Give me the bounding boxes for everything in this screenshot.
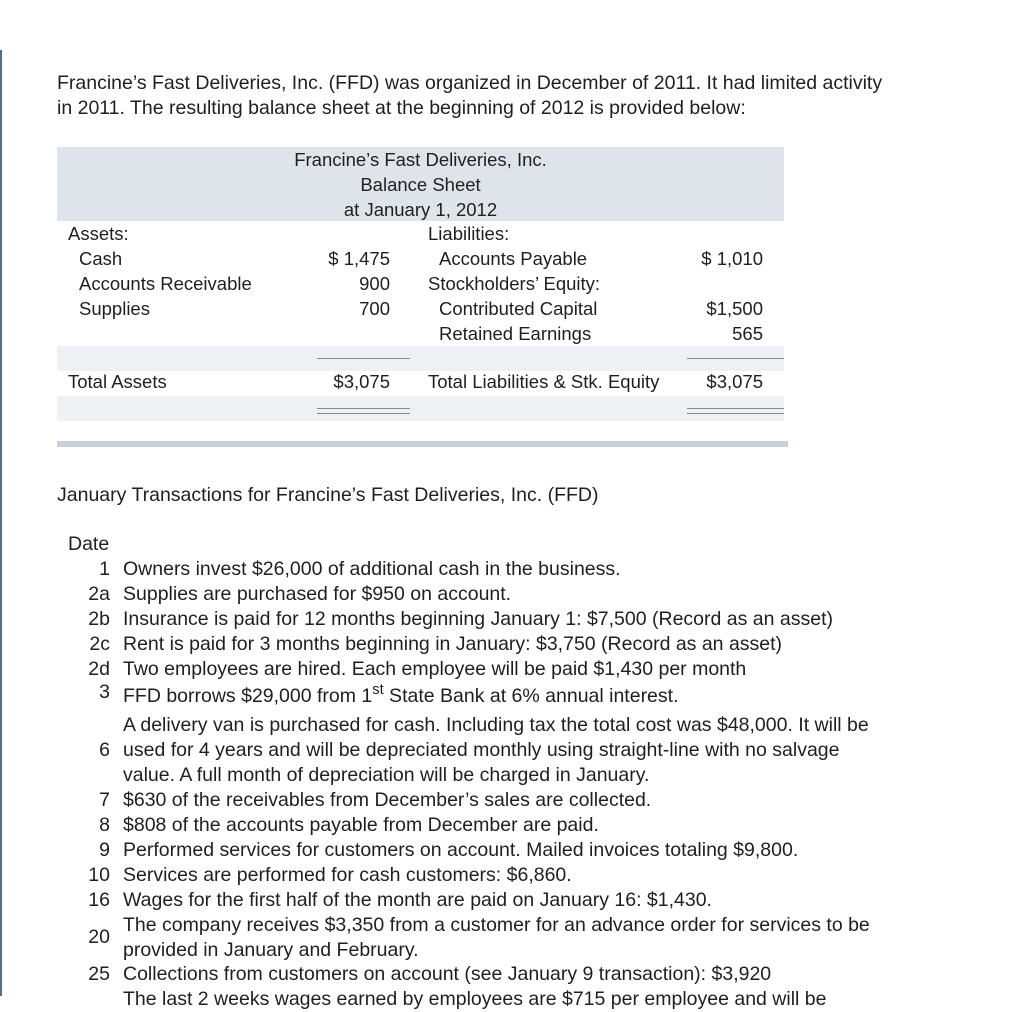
transaction-text: $630 of the receivables from December’s sales are collected. bbox=[123, 789, 652, 811]
total-assets-label: Total Assets bbox=[68, 371, 167, 392]
accounts-payable-value: $ 1,010 bbox=[701, 248, 763, 269]
asset-value: 900 bbox=[359, 273, 390, 294]
total-assets-value: $3,075 bbox=[333, 371, 390, 392]
transaction-text: Performed services for customers on account. Mailed invoices totaling $9,800. bbox=[123, 839, 799, 861]
liabilities-heading: Liabilities: bbox=[428, 223, 510, 244]
table-bottom-bar bbox=[57, 441, 788, 447]
double-rule bbox=[687, 413, 784, 414]
left-border-rule bbox=[0, 50, 2, 996]
transaction-text: Collections from customers on account (see January 9 transaction): $3,920 bbox=[123, 963, 772, 985]
transaction-date: 25 bbox=[88, 963, 110, 985]
date-column-header: Date bbox=[68, 533, 110, 555]
transaction-text: Supplies are purchased for $950 on account. bbox=[123, 583, 512, 605]
total-liab-equity-value: $3,075 bbox=[706, 371, 763, 392]
subtotal-rule bbox=[687, 358, 784, 359]
shaded-row-band bbox=[57, 346, 784, 371]
retained-earnings-label: Retained Earnings bbox=[439, 323, 592, 344]
balance-sheet-title: Francine’s Fast Deliveries, Inc. bbox=[294, 149, 547, 170]
asset-value: 700 bbox=[359, 298, 390, 319]
transaction-date: 1 bbox=[99, 558, 110, 580]
transactions-title: January Transactions for Francine’s Fast Deliveries, Inc. (FFD) bbox=[57, 484, 599, 506]
transaction-text: Services are performed for cash customers: $6,860. bbox=[123, 864, 572, 886]
transaction-date: 2c bbox=[89, 633, 110, 655]
transaction-date: 6 bbox=[99, 739, 110, 761]
transaction-text: Wages for the first half of the month are paid on January 16: $1,430. bbox=[123, 889, 712, 911]
transaction-date: 2a bbox=[88, 583, 110, 605]
transaction-date: 8 bbox=[99, 814, 110, 836]
transaction-date: 7 bbox=[99, 789, 110, 811]
transaction-date: 10 bbox=[88, 864, 110, 886]
transaction-date: 20 bbox=[88, 926, 110, 948]
balance-sheet-table bbox=[57, 147, 788, 447]
intro-paragraph: Francine’s Fast Deliveries, Inc. (FFD) was organized in December of 2011. It had limited activity in 2011. The resulting balance sheet at the beginning of 2012 is provided below: bbox=[57, 72, 883, 119]
ordinal-suffix: st bbox=[372, 681, 384, 698]
transaction-text bbox=[123, 681, 893, 709]
transaction-text-part: State Bank at 6% annual interest. bbox=[383, 685, 679, 707]
asset-label: Cash bbox=[79, 248, 123, 269]
transaction-date: 2b bbox=[88, 608, 110, 630]
transaction-date: 16 bbox=[88, 889, 110, 911]
transaction-date: 9 bbox=[99, 839, 110, 861]
transaction-text: Rent is paid for 3 months beginning in January: $3,750 (Record as an asset) bbox=[123, 633, 783, 655]
double-rule bbox=[317, 413, 410, 414]
balance-sheet-subtitle: Balance Sheet bbox=[360, 174, 481, 195]
transaction-date: 3 bbox=[99, 681, 110, 703]
subtotal-rule bbox=[317, 358, 410, 359]
retained-earnings-value: 565 bbox=[732, 323, 763, 344]
balance-sheet-date: at January 1, 2012 bbox=[343, 199, 498, 220]
transaction-text: The company receives $3,350 from a customer for an advance order for services to be provided in January and February. bbox=[123, 914, 870, 961]
transaction-text: Two employees are hired. Each employee will be paid $1,430 per month bbox=[123, 658, 747, 680]
equity-heading: Stockholders’ Equity: bbox=[428, 273, 601, 294]
transaction-text-part: FFD borrows $29,000 from 1 bbox=[123, 685, 373, 707]
transaction-text: Owners invest $26,000 of additional cash in the business. bbox=[123, 558, 621, 580]
transaction-text: The last 2 weeks wages earned by employees are $715 per employee and will be bbox=[123, 988, 827, 1010]
asset-label: Supplies bbox=[79, 298, 150, 319]
double-rule bbox=[687, 408, 784, 409]
assets-heading: Assets: bbox=[68, 223, 129, 244]
transaction-text: $808 of the accounts payable from December are paid. bbox=[123, 814, 599, 836]
asset-value: $ 1,475 bbox=[328, 248, 390, 269]
asset-label: Accounts Receivable bbox=[79, 273, 252, 294]
contributed-capital-label: Contributed Capital bbox=[439, 298, 598, 319]
accounts-payable-label: Accounts Payable bbox=[439, 248, 588, 269]
contributed-capital-value: $1,500 bbox=[706, 298, 763, 319]
transaction-text: A delivery van is purchased for cash. Including tax the total cost was $48,000. It will be used for 4 years and will be depreciated monthly using straight-line with no salvage value. A full month of depreciation will be charged in January. bbox=[123, 714, 869, 786]
transaction-text: Insurance is paid for 12 months beginning January 1: $7,500 (Record as an asset) bbox=[123, 608, 834, 630]
total-liab-equity-label: Total Liabilities & Stk. Equity bbox=[428, 371, 660, 392]
double-rule bbox=[317, 408, 410, 409]
shaded-row-band bbox=[57, 396, 784, 421]
transaction-date: 2d bbox=[88, 658, 110, 680]
